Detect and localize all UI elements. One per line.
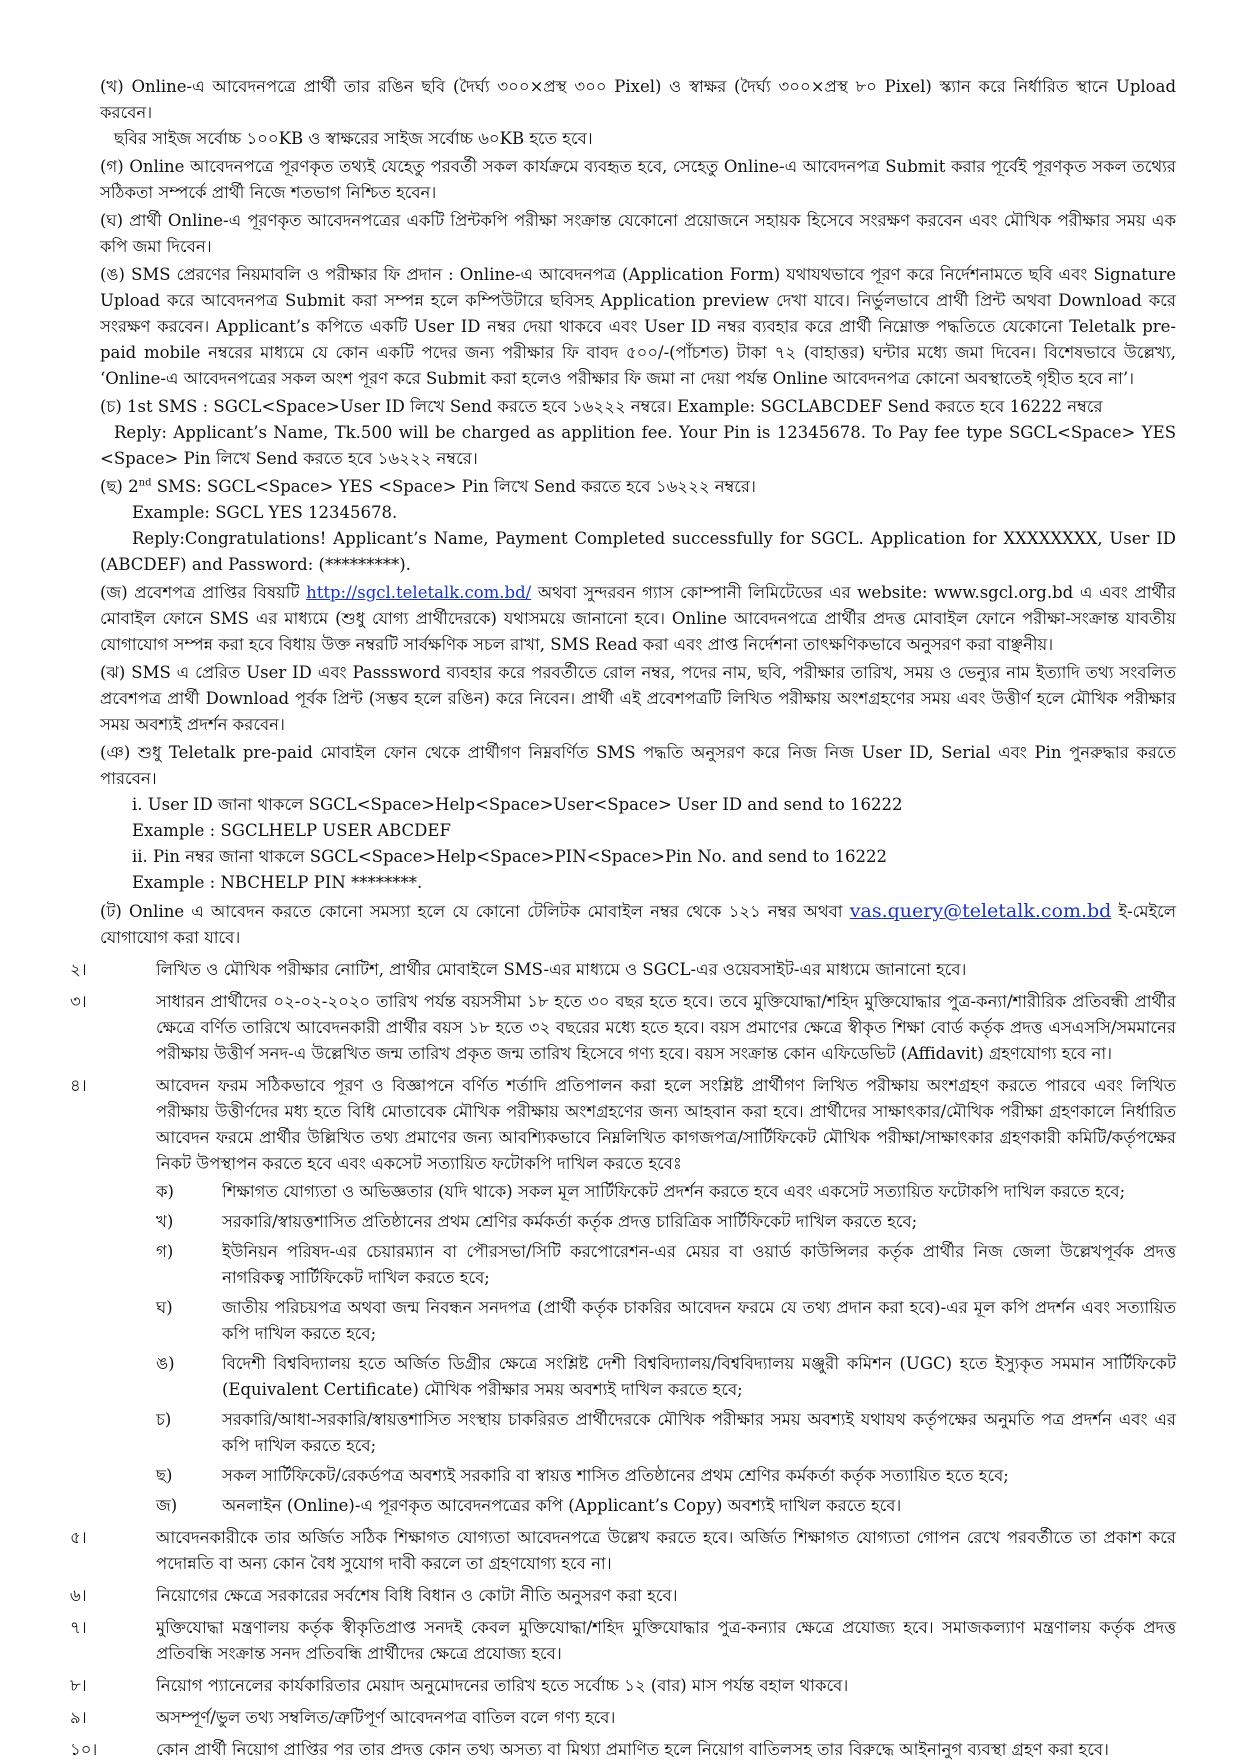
pin-recovery: ii. Pin নম্বর জানা থাকলে SGCL<Space>Help<Space>PIN<Space>Pin No. and send to 16222	[132, 847, 888, 866]
document-item-text: অনলাইন (Online)-এ পূরণকৃত আবেদনপত্রের কপি (Applicant’s Copy) অবশ্যই দাখিল করতে হবে।	[222, 1496, 902, 1515]
numbered-item-8	[70, 1673, 1176, 1699]
numbered-item-text: কোন প্রার্থী নিয়োগ প্রাপ্তির পর তার প্রদত্ত কোন তথ্য অসত্য বা মিথ্যা প্রমাণিত হলে নিয়োগ বাতিলসহ তার বিরুদ্ধে আইনানুগ ব্যবস্থা গ্রহণ করা হবে।	[156, 1740, 1109, 1759]
numbered-item-4	[70, 1073, 1176, 1177]
numbered-item-label: ৭।	[70, 1618, 87, 1637]
sub-item-text: SMS প্রেরণের নিয়মাবলি ও পরীক্ষার ফি প্রদান : Online-এ আবেদনপত্র (Application Form) যথাযথভাবে পূরণ করে নির্দেশনামতে ছবি এবং Signature Upload করে আবেদনপত্র Submit করা সম্পন্ন হলে কম্পিউটারে ছবিসহ Application preview দেখা যাবে। নির্ভুলভাবে প্রার্থী প্রিন্ট অথবা Download করে সংরক্ষণ করবেন। Applicant’s কপিতে একটি User ID নম্বর দেয়া থাকবে এবং User ID নম্বর ব্যবহার করে প্রার্থী নিম্নোক্ত পদ্ধতিতে যেকোনো Teletalk pre-paid mobile নম্বরের মাধ্যমে যে কোন একটি পদের জন্য পরীক্ষার ফি বাবদ ৫০০/-(পাঁচশত) টাকা ৭২ (বাহাত্তর) ঘন্টার মধ্যে জমা দিবেন। বিশেষভাবে উল্লেখ্য, ‘Online-এ আবেদনপত্রের সকল অংশ পূরণ করে Submit করা হলেও পরীক্ষার ফি জমা না দেয়া পর্যন্ত Online আবেদনপত্র কোনো অবস্থাতেই গৃহীত হবে না’।	[100, 265, 1176, 388]
document-item-label: গ)	[156, 1242, 174, 1261]
sub-item-text: প্রার্থী Online-এ পূরণকৃত আবেদনপত্রের একটি প্রিন্টকপি পরীক্ষা সংক্রান্ত যেকোনো প্রয়োজনে সহায়ক হিসেবে সংরক্ষণ করবেন এবং মৌখিক পরীক্ষার সময় এক কপি জমা দিবেন।	[100, 211, 1176, 256]
second-sms-number: 2	[128, 477, 139, 496]
document-item	[156, 1493, 1176, 1519]
sub-item-label: (ঞ)	[100, 743, 131, 762]
sub-item-label: (ঝ)	[100, 663, 126, 682]
numbered-item-label: ৩।	[70, 992, 87, 1011]
second-sms-example: Example: SGCL YES 12345678.	[132, 503, 398, 522]
numbered-item-label: ৮।	[70, 1676, 87, 1695]
document-item	[156, 1239, 1176, 1291]
document-item	[156, 1407, 1176, 1459]
sub-item-label: (গ)	[100, 157, 124, 176]
numbered-item-label: ১০।	[70, 1740, 98, 1759]
first-sms-reply: Reply: Applicant’s Name, Tk.500 will be charged as applition fee. Your Pin is 12345678. To Pay fee type SGCL<Space> YES <Space> Pin লিখে Send করতে হবে ১৬২২২ নম্বরে।	[100, 423, 1176, 468]
first-sms-instruction: 1st SMS : SGCL<Space>User ID লিখে Send করতে হবে ১৬২২২ নম্বরে। Example: SGCLABCDEF Send করতে হবে 16222 নম্বরে	[127, 397, 1103, 416]
sub-item-label: (ঘ)	[100, 211, 124, 230]
numbered-item-text: অসম্পূর্ণ/ভুল তথ্য সম্বলিত/ত্রুটিপূর্ণ আবেদনপত্র বাতিল বলে গণ্য হবে।	[156, 1708, 616, 1727]
pin-example: Example : NBCHELP PIN ********.	[132, 873, 423, 892]
sub-item-text: Online এ আবেদন করতে কোনো সমস্যা হলে যে কোনো টেলিটক মোবাইল নম্বর থেকে ১২১ নম্বর অথবা	[129, 902, 843, 921]
numbered-item-label: ২।	[70, 960, 87, 979]
sub-item-label: (ট)	[100, 902, 122, 921]
required-documents-list	[156, 1179, 1176, 1519]
numbered-item-label: ৯।	[70, 1708, 87, 1727]
numbered-item-9	[70, 1705, 1176, 1731]
sub-item-uma	[100, 262, 1176, 392]
numbered-item-label: ৪।	[70, 1076, 87, 1095]
document-item-label: ক)	[156, 1182, 174, 1201]
sub-item-text: ছবির সাইজ সর্বোচ্চ ১০০KB ও স্বাক্ষরের সাইজ সর্বোচ্চ ৬০KB হতে হবে।	[114, 129, 593, 148]
document-item-label: খ)	[156, 1212, 174, 1231]
numbered-item-5	[70, 1525, 1176, 1577]
sub-item-cha	[100, 474, 1176, 578]
document-item-text: জাতীয় পরিচয়পত্র অথবা জন্ম নিবন্ধন সনদপত্র (প্রার্থী কর্তৃক চাকরির আবেদন ফরমে যে তথ্য প্রদান করা হবে)-এর মূল কপি প্রদর্শন এবং সত্যায়িত কপি দাখিল করতে হবে;	[222, 1298, 1176, 1343]
sub-item-text: ই-মেইলে যোগাযোগ করা যাবে।	[100, 902, 1177, 947]
document-item-label: চ)	[156, 1410, 172, 1429]
numbered-item-10	[70, 1737, 1176, 1763]
teletalk-portal-link[interactable]: http://sgcl.teletalk.com.bd/	[306, 583, 532, 602]
document-item-text: সকল সার্টিফিকেট/রেকর্ডপত্র অবশ্যই সরকারি বা স্বায়ত্ত শাসিত প্রতিষ্ঠানের প্রথম শ্রেণির কর্মকর্তা কর্তৃক সত্যায়িত হতে হবে;	[222, 1466, 1009, 1485]
document-item-text: শিক্ষাগত যোগ্যতা ও অভিজ্ঞতার (যদি থাকে) সকল মূল সার্টিফিকেট প্রদর্শন করতে হবে এবং একসেট সত্যায়িত ফটোকপি দাখিল করতে হবে;	[222, 1182, 1126, 1201]
numbered-item-text: নিয়োগের ক্ষেত্রে সরকারের সর্বশেষ বিধি বিধান ও কোটা নীতি অনুসরণ করা হবে।	[156, 1586, 678, 1605]
sub-item-ta	[100, 898, 1176, 951]
document-item-text: ইউনিয়ন পরিষদ-এর চেয়ারম্যান বা পৌরসভা/সিটি করপোরেশন-এর মেয়র বা ওয়ার্ড কাউন্সিলর কর্তৃক প্রার্থীর নিজ জেলা উল্লেখপূর্বক প্রদত্ত নাগরিকত্ব সার্টিফিকেট দাখিল করতে হবে;	[222, 1242, 1176, 1287]
document-item	[156, 1295, 1176, 1347]
sub-item-jha	[100, 660, 1176, 738]
numbered-item-7	[70, 1615, 1176, 1667]
sub-item-label: (খ)	[100, 77, 124, 96]
ordinal-suffix: nd	[138, 477, 152, 489]
sub-item-ja	[100, 580, 1176, 658]
numbered-item-text: নিয়োগ প্যানেলের কার্যকারিতার মেয়াদ অনুমোদনের তারিখ হতে সর্বোচ্চ ১২ (বার) মাস পর্যন্ত বহাল থাকবে।	[156, 1676, 849, 1695]
sub-item-label: (ঙ)	[100, 265, 125, 284]
sub-item-nya	[100, 740, 1176, 896]
document-item	[156, 1179, 1176, 1205]
document-item-text: সরকারি/স্বায়ত্তশাসিত প্রতিষ্ঠানের প্রথম শ্রেণির কর্মকর্তা কর্তৃক প্রদত্ত চারিত্রিক সার্টিফিকেট দাখিল করতে হবে;	[222, 1212, 918, 1231]
document-item-text: বিদেশী বিশ্ববিদ্যালয় হতে অর্জিত ডিগ্রীর ক্ষেত্রে সংশ্লিষ্ট দেশী বিশ্ববিদ্যালয়/বিশ্ববিদ্যালয় মঞ্জুরী কমিশন (UGC) হতে ইস্যুকৃত সমমান সার্টিফিকেট (Equivalent Certificate) মৌখিক পরীক্ষার সময় অবশ্যই দাখিল করতে হবে;	[222, 1354, 1176, 1399]
sub-item-text: শুধু Teletalk pre-paid মোবাইল ফোন থেকে প্রার্থীগণ নিম্নবর্ণিত SMS পদ্ধতি অনুসরণ করে নিজ নিজ User ID, Serial এবং Pin পুনরুদ্ধার করতে পারবেন।	[100, 743, 1176, 788]
sub-item-label: (জ)	[100, 583, 128, 602]
sub-item-text: প্রবেশপত্র প্রাপ্তির বিষয়টি	[134, 583, 300, 602]
numbered-item-label: ৫।	[70, 1528, 87, 1547]
support-email-link[interactable]: vas.query@teletalk.com.bd	[849, 900, 1112, 922]
sub-item-ga	[100, 154, 1176, 206]
user-id-recovery: i. User ID জানা থাকলে SGCL<Space>Help<Space>User<Space> User ID and send to 16222	[132, 795, 903, 814]
numbered-item-text: লিখিত ও মৌখিক পরীক্ষার নোটিশ, প্রার্থীর মোবাইলে SMS-এর মাধ্যমে ও SGCL-এর ওয়েবসাইট-এর মাধ্যমে জানানো হবে।	[156, 960, 967, 979]
document-item	[156, 1351, 1176, 1403]
second-sms-reply: Reply:Congratulations! Applicant’s Name, Payment Completed successfully for SGCL. Application for XXXXXXXX, User ID (ABCDEF) and Password: (*********).	[100, 529, 1176, 574]
numbered-item-text: সাধারন প্রার্থীদের ০২-০২-২০২০ তারিখ পর্যন্ত বয়সসীমা ১৮ হতে ৩০ বছর হতে হবে। তবে মুক্তিযোদ্ধা/শহিদ মুক্তিযোদ্ধার পুত্র-কন্যা/শারীরিক প্রতিবন্ধী প্রার্থীর ক্ষেত্রে বর্ণিত তারিখে আবেদনকারী প্রার্থীর বয়স ১৮ হতে ৩২ বছরের মধ্যে হতে হবে। বয়স প্রমাণের ক্ষেত্রে স্বীকৃত শিক্ষা বোর্ড কর্তৃক প্রদত্ত এসএসসি/সমমানের পরীক্ষায় উত্তীর্ণ সনদ-এ উল্লেখিত জন্ম তারিখ প্রকৃত জন্ম তারিখ হিসেবে গণ্য হবে। বয়স সংক্রান্ত কোন এফিডেভিট (Affidavit) গ্রহণযোগ্য হবে না।	[156, 992, 1176, 1063]
sub-item-kha	[100, 74, 1176, 152]
numbered-item-text: আবেদন ফরম সঠিকভাবে পূরণ ও বিজ্ঞাপনে বর্ণিত শর্তাদি প্রতিপালন করা হলে সংশ্লিষ্ট প্রার্থীগণ লিখিত পরীক্ষায় অংশগ্রহণ করতে পারবে এবং লিখিত পরীক্ষায় উত্তীর্ণদের মধ্য হতে বিধি মোতাবেক মৌখিক পরীক্ষায় অংশগ্রহণের জন্য আহবান করা হবে। প্রার্থীদের সাক্ষাৎকার/মৌখিক পরীক্ষা গ্রহণকালে নির্ধারিত আবেদন ফরমে প্রার্থীর উল্লিখিত তথ্য প্রমাণের জন্য আবশ্যিকভাবে নিম্নলিখিত কাগজপত্র/সার্টিফিকেট মৌখিক পরীক্ষা/সাক্ষাৎকার গ্রহণকারী কমিটি/কর্তৃপক্ষের নিকট উপস্থাপন করতে হবে এবং একসেট সত্যায়িত ফটোকপি দাখিল করতে হবেঃ	[156, 1076, 1176, 1173]
document-item-label: ঘ)	[156, 1298, 173, 1317]
document-item-label: ঙ)	[156, 1354, 175, 1373]
sub-item-ca	[100, 394, 1176, 472]
numbered-item-text: আবেদনকারীকে তার অর্জিত সঠিক শিক্ষাগত যোগ্যতা আবেদনপত্রে উল্লেখ করতে হবে। অর্জিত শিক্ষাগত যোগ্যতা গোপন রেখে পরবর্তীতে তা প্রকাশ করে পদোন্নতি বা অন্য কোন বৈধ সুযোগ দাবী করলে তা গ্রহণযোগ্য হবে না।	[156, 1528, 1176, 1573]
sub-item-text: অথবা সুন্দরবন গ্যাস কোম্পানী লিমিটেডের এর website: www.sgcl.org.bd এ এবং প্রার্থীর মোবাইল ফোনে SMS এর মাধ্যমে (শুধু যোগ্য প্রার্থীদেরকে) যথাসময়ে জানানো হবে। Online আবেদনপত্রে প্রার্থীর প্রদত্ত মোবাইল ফোনে পরীক্ষা-সংক্রান্ত যাবতীয় যোগাযোগ সম্পন্ন করা হবে বিধায় উক্ত নম্বরটি সার্বক্ষণিক সচল রাখা, SMS Read করা এবং প্রাপ্ত নির্দেশনা তাৎক্ষণিকভাবে অনুসরণ করা বাঞ্ছনীয়।	[100, 583, 1176, 654]
sub-item-text: Online-এ আবেদনপত্রে প্রার্থী তার রঙিন ছবি (দৈর্ঘ্য ৩০০×প্রস্থ ৩০০ Pixel) ও স্বাক্ষর (দৈর্ঘ্য ৩০০×প্রস্থ ৮০ Pixel) স্ক্যান করে নির্ধারিত স্থানে Upload করবেন।	[100, 77, 1177, 122]
numbered-item-3	[70, 989, 1176, 1067]
sub-item-text: Online আবেদনপত্রে পূরণকৃত তথ্যই যেহেতু পরবর্তী সকল কার্যক্রমে ব্যবহৃত হবে, সেহেতু Online-এ আবেদনপত্র Submit করার পূর্বেই পূরণকৃত সকল তথ্যের সঠিকতা সম্পর্কে প্রার্থী নিজে শতভাগ নিশ্চিত হবেন।	[100, 157, 1176, 202]
document-item-label: জ)	[156, 1496, 178, 1515]
document-item-label: ছ)	[156, 1466, 173, 1485]
user-id-example: Example : SGCLHELP USER ABCDEF	[132, 821, 451, 840]
sub-item-label: (ছ)	[100, 477, 123, 496]
numbered-item-2	[70, 957, 1176, 983]
sub-item-label: (চ)	[100, 397, 122, 416]
document-item-text: সরকারি/আধা-সরকারি/স্বায়ত্তশাসিত সংস্থায় চাকরিরত প্রার্থীদেরকে মৌখিক পরীক্ষার সময় অবশ্যই যথাযথ কর্তৃপক্ষের অনুমতি পত্র প্রদর্শন এবং এর কপি দাখিল করতে হবে;	[222, 1410, 1176, 1455]
sub-item-gha	[100, 208, 1176, 260]
numbered-item-text: মুক্তিযোদ্ধা মন্ত্রণালয় কর্তৃক স্বীকৃতিপ্রাপ্ত সনদই কেবল মুক্তিযোদ্ধা/শহিদ মুক্তিযোদ্ধার পুত্র-কন্যার ক্ষেত্রে প্রযোজ্য হবে। সমাজকল্যাণ মন্ত্রণালয় কর্তৃক প্রদত্ত প্রতিবন্ধি সংক্রান্ত সনদ প্রতিবন্ধি প্রার্থীদের ক্ষেত্রে প্রযোজ্য হবে।	[156, 1618, 1176, 1663]
second-sms-instruction: SMS: SGCL<Space> YES <Space> Pin লিখে Send করতে হবে ১৬২২২ নম্বরে।	[151, 477, 756, 496]
numbered-item-label: ৬।	[70, 1586, 87, 1605]
numbered-item-6	[70, 1583, 1176, 1609]
sub-item-text: SMS এ প্রেরিত User ID এবং Passsword ব্যবহার করে পরবর্তীতে রোল নম্বর, পদের নাম, ছবি, পরীক্ষার তারিখ, সময় ও ভেন্যুর নাম ইত্যাদি তথ্য সংবলিত প্রবেশপত্র প্রার্থী Download পূর্বক প্রিন্ট (সম্ভব হলে রঙিন) করে নিবেন। প্রার্থী এই প্রবেশপত্রটি লিখিত পরীক্ষায় অংশগ্রহণের সময় এবং উত্তীর্ণ হলে মৌখিক পরীক্ষার সময় অবশ্যই প্রদর্শন করবেন।	[100, 663, 1176, 734]
document-item	[156, 1209, 1176, 1235]
document-item	[156, 1463, 1176, 1489]
